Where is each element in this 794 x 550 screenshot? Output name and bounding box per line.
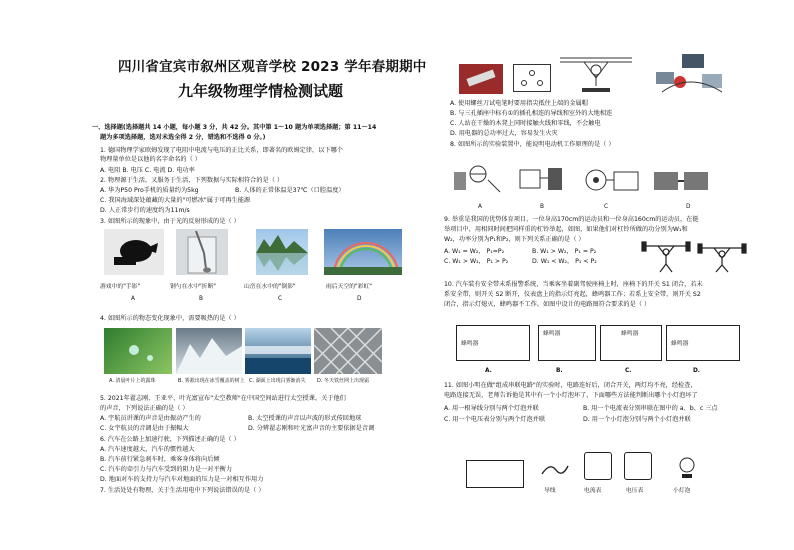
section-heading: 一、选择题(选择题共 14 小题，每小题 3 分，共 42 分。其中第 1～10 题为单项选择题；第 11～14	[92, 124, 377, 131]
q3-letter-a: A	[131, 296, 135, 302]
q4-image-dew	[104, 328, 172, 374]
q10-circuit-b	[538, 325, 596, 361]
q11-option-c: C. 用一个电压表分别与两个灯泡并联	[444, 416, 546, 423]
q3-caption-a: 游戏中的"手影"	[100, 284, 141, 290]
q11-ammeter-icon	[584, 452, 612, 480]
q3-caption-b: 钢勺在水中"折断"	[170, 284, 216, 290]
q1-stem: 1. 德国物理学家欧姆发现了电阻中电流与电压的正比关系，即著名的欧姆定律，以下哪个	[100, 147, 343, 154]
q11-wire-icon	[540, 462, 570, 478]
q11-caption-bulb: 小灯泡	[673, 488, 691, 494]
q2-option-c: C. 我国海域深处蕴藏的大量的"可燃冰"属于可再生能源	[100, 197, 251, 204]
q10-stem-3: 闭合，指示灯熄灭，蜂鸣器不工作。如图中设计的电路图符合要求的是（ ）	[444, 301, 651, 308]
q11-option-a: A. 用一根导线分别与两个灯泡并联	[444, 405, 539, 412]
q10-circuit-a	[456, 325, 530, 361]
q10-stem: 10. 汽车装有安全带未系报警系统，当乘客坐着副驾驶座椅上时，座椅下的开关 S1 闭合，若未	[444, 281, 703, 288]
q11-bulb-icon	[676, 456, 698, 480]
q10-circuit-c-buzzer: 蜂鸣器	[621, 331, 639, 337]
q6-option-c: C. 汽车的牵引力与汽车受到的阻力是一对平衡力	[100, 466, 233, 473]
q6-option-a: A. 汽车速度越大，汽车的惯性越大	[100, 446, 195, 453]
exam-title-subject: 九年级物理学情检测试题	[178, 82, 344, 100]
q7-option-d: D. 用电器的总功率过大，容易发生火灾	[450, 130, 558, 137]
q7-image-person-wires	[560, 52, 632, 96]
q11-caption-ammeter: 电流表	[584, 488, 602, 494]
q10-circuit-d-buzzer: 蜂鸣器	[671, 341, 689, 347]
q3-letter-c: C	[278, 296, 283, 302]
q11-caption-wire: 导线	[544, 488, 556, 494]
q6-stem: 6. 汽车在公路上加速行驶，下列描述正确的是（ ）	[100, 436, 240, 443]
q3-letter-b: B	[199, 296, 203, 302]
q4-caption-b: B. 雾凇出现在冰雪覆盖的树上	[178, 378, 245, 384]
q4-stem: 4. 如图所示的物态变化现象中，需要吸热的是（ ）	[100, 315, 240, 322]
q5-option-c: C. 女宇航员的音调是由于振幅大	[100, 425, 189, 432]
q9-stem-3: W₂，功率分别为P₁和P₂，则下列关系正确的是（ ）	[444, 236, 585, 243]
q11-caption-voltmeter: 电压表	[626, 488, 644, 494]
q2-option-a: A. 华为P50 Pro手机的质量约为5kg	[100, 187, 199, 194]
q5-option-d: D. 分辨翟志刚和叶光富声音的主要依据是音调	[248, 425, 375, 432]
q9-stem-2: 举项目中，用相同时间把同样重的杠铃举起，如图，如果他们对杠铃所做的功分别为W₁和	[444, 226, 688, 233]
q10-letter-d: D.	[693, 368, 701, 374]
q8-image-d	[650, 158, 714, 198]
q4-image-rime	[176, 328, 242, 374]
q2-stem: 2. 物理源于生活，又服务于生活，下列数据与实际相符合的是（ ）	[100, 177, 284, 184]
q3-caption-d: 雨后天空的"彩虹"	[326, 284, 372, 290]
q10-circuit-b-buzzer: 蜂鸣器	[543, 331, 561, 337]
q9-option-b: B. W₁ > W₂， P₁ = P₂	[532, 248, 597, 255]
q11-option-d: D. 用一个小灯泡分别与两个小灯泡并联	[583, 416, 691, 423]
q8-image-a	[448, 160, 504, 198]
q8-letter-a: A	[478, 204, 482, 210]
q7-option-c: C. 人站在干燥的木凳上同时接触火线和零线，不会触电	[450, 120, 601, 127]
q5-option-a: A. 宇航员讲课的声音是由振动产生的	[100, 415, 201, 422]
q11-voltmeter-icon	[624, 452, 652, 480]
exam-title-school: 四川省宜宾市叙州区观音学校 2023 学年春期期中	[118, 59, 427, 75]
q1-stem-2: 物理量单位是以他的名字命名的（ ）	[100, 156, 201, 163]
q3-stem: 3. 如图所示的现象中，由于光的反射形成的是（ ）	[100, 218, 240, 225]
q10-letter-c: C.	[625, 368, 632, 374]
q2-option-d: D. 人正常步行的速度约为11m/s	[100, 207, 190, 214]
q4-image-lake-mist	[245, 328, 311, 374]
q11-option-b: B. 用一个电流表分别串联在图中的 a、b、c 三点	[583, 405, 718, 412]
q1-options: A. 电阻 B. 电压 C. 电流 D. 电功率	[100, 167, 195, 174]
q9-image-weightlifters	[640, 240, 750, 274]
q5-stem: 5. 2021年翟志刚、王亚平、叶光富宣布"太空教师"在中国空间站进行太空授课。关于他们	[100, 395, 346, 402]
q3-image-mountain-reflection	[256, 229, 308, 275]
q8-stem: 8. 如图所示的实验装置中，能说明电动机工作原理的是（ ）	[450, 141, 615, 148]
q8-image-b	[516, 160, 574, 198]
q10-letter-a: A.	[485, 368, 492, 374]
q6-option-d: D. 地面对车的支持力与汽车对地面的压力是一对相互作用力	[100, 476, 264, 483]
q10-circuit-c	[600, 325, 662, 361]
q7-stem: 7. 生活处处有物理，关于生活用电中下列说法错误的是（ ）	[100, 487, 265, 494]
q11-stem: 11. 如图小明在做"组成串联电路"的实验时，电路连好后，闭合开关，两灯均不亮，经检查，	[444, 382, 697, 389]
q8-letter-c: C	[604, 204, 609, 210]
q2-option-b: B. 人体的正常体温是37℃（口腔温度）	[235, 187, 345, 194]
q7-image-appliances	[652, 52, 728, 96]
q9-option-d: D. W₁ < W₂， P₁ < P₂	[532, 258, 597, 265]
q7-option-a: A. 使用螺丝刀试电笔时要用指尖抵住上端的金属帽	[450, 100, 588, 107]
q9-stem: 9. 举重是我国的优势体育项目，一位身高170cm的运动员和一位身高160cm的运动员，在挺	[444, 216, 699, 223]
q5-option-b: B. 太空授课的声音以声波的形式传回地球	[248, 415, 362, 422]
q5-stem-2: 的声音，下列说法正确的是（ ）	[100, 405, 189, 412]
q8-letter-d: D	[686, 204, 691, 210]
q7-image-test-pen	[459, 64, 503, 94]
q3-image-rainbow	[324, 229, 402, 275]
q9-option-a: A. W₁ = W₂， P₁=P₂	[444, 248, 505, 255]
q3-image-hand-shadow	[104, 229, 164, 275]
section-heading-2: 题为多项选择题，选对未选全得 2 分，错选和不选得 0 分。)	[100, 134, 266, 141]
q10-stem-2: 系安全带，则开关 S2 断开，仪表盘上的指示灯亮起，蜂鸣器工作；若系上安全带，则开关 S2	[444, 291, 701, 298]
q7-option-b: B. 与三孔插座中标有①的插孔相连的导线和室外的大地相连	[450, 110, 613, 117]
q3-image-spoon-glass	[176, 229, 228, 275]
q7-image-socket	[513, 64, 551, 92]
q9-option-c: C. W₁ > W₂， P₁ > P₂	[444, 258, 509, 265]
q4-caption-a: A. 清晨叶片上的露珠	[109, 378, 156, 384]
q4-caption-c: C. 湖面上出现白雾渐消失	[249, 378, 306, 384]
q4-image-frost-fence	[314, 328, 382, 374]
q11-stem-2: 电路连接无误，老师告诉他是其中有一个小灯泡坏了，下面哪些方法能判断出哪个小灯泡坏了	[444, 392, 698, 399]
q8-letter-b: B	[540, 204, 544, 210]
q6-option-b: B. 汽车前行紧急刹车时，乘客身体将向后倾	[100, 456, 220, 463]
q10-letter-b: B.	[556, 368, 563, 374]
q3-caption-c: 山峦在水中的"倒影"	[244, 284, 296, 290]
q10-circuit-a-buzzer: 蜂鸣器	[461, 341, 479, 347]
q11-series-circuit	[466, 460, 524, 488]
q8-image-c	[578, 158, 644, 198]
q10-circuit-d	[666, 325, 740, 361]
q4-caption-d: D. 冬天铁丝网上出现霜	[317, 378, 370, 384]
q3-letter-d: D	[357, 296, 362, 302]
